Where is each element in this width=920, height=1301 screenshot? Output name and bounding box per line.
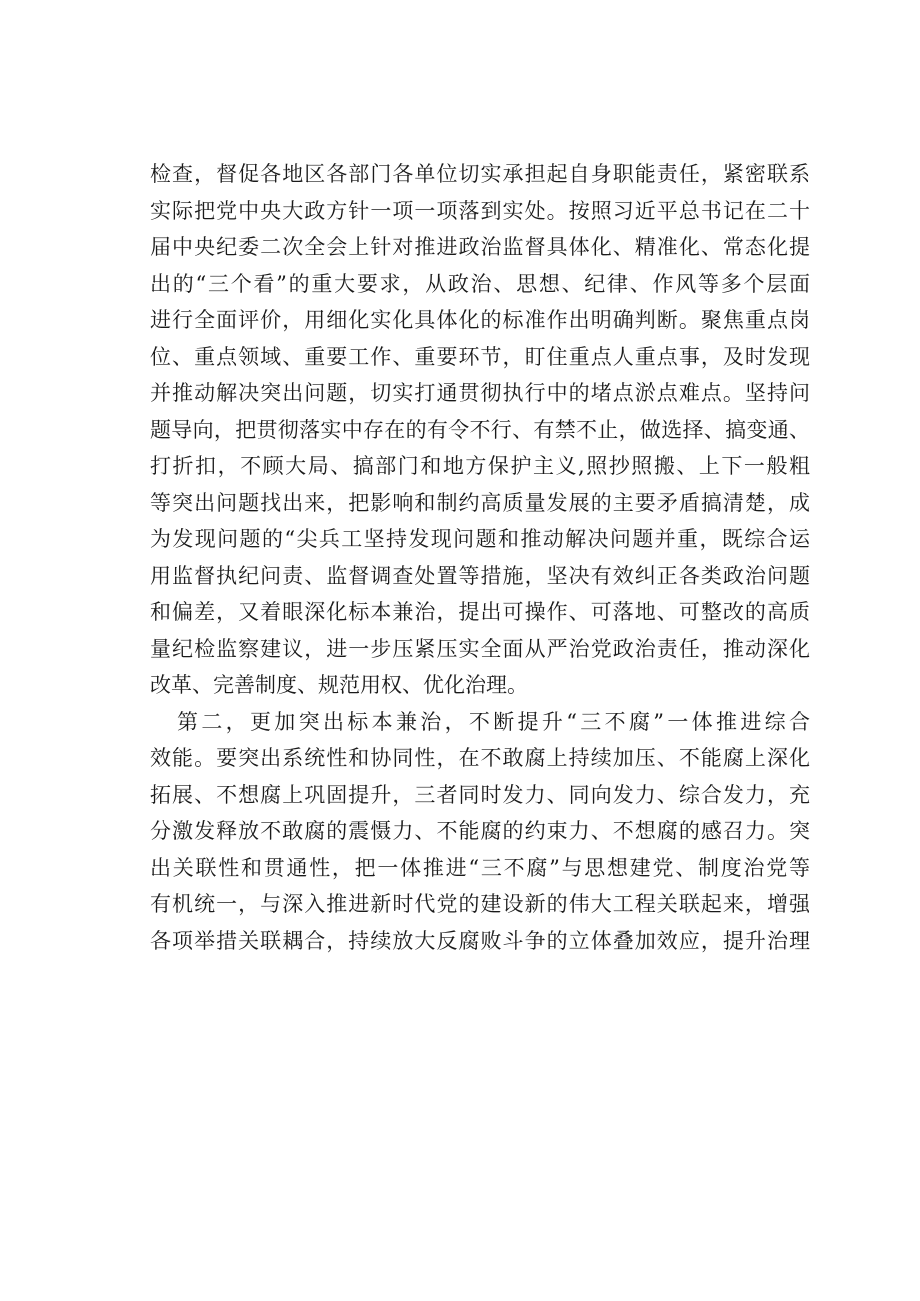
text-line: 改革、完善制度、规范用权、优化治理。 — [150, 673, 528, 697]
document-body — [150, 156, 810, 959]
text-line: 用监督执纪问责、监督调查处置等措施，坚决有效纠正各类政治问题 — [150, 563, 810, 588]
text-line: 拓展、不想腐上巩固提升，三者同时发力、同向发力、综合发力，充 — [150, 782, 810, 807]
text-line: 届中央纪委二次全会上针对推进政治监督具体化、精准化、常态化提 — [150, 235, 810, 259]
text-line: 出关联性和贯通性，把一体推进“三不腐”与思想建党、制度治党等 — [150, 855, 810, 880]
text-line: 为发现问题的“尖兵工坚持发现问题和推动解决问题并重，既综合运 — [150, 527, 810, 551]
text-line: 分激发释放不敢腐的震慑力、不能腐的约束力、不想腐的感召力。突 — [150, 819, 810, 843]
text-line: 等突出问题找出来，把影响和制约高质量发展的主要矛盾搞清楚，成 — [150, 490, 810, 515]
text-line: 第二，更加突出标本兼治，不断提升“三不腐”一体推进综合 — [177, 709, 810, 734]
text-line: 各项举措关联耦合，持续放大反腐败斗争的立体叠加效应，提升治理 — [150, 928, 810, 953]
text-line: 效能。要突出系统性和协同性，在不敢腐上持续加压、不能腐上深化 — [150, 746, 810, 770]
text-line: 量纪检监察建议，进一步压紧压实全面从严治党政治责任，推动深化 — [150, 636, 810, 661]
paragraph-2 — [150, 704, 810, 960]
text-line: 检查，督促各地区各部门各单位切实承担起自身职能责任，紧密联系 — [150, 162, 810, 186]
text-line: 和偏差，又着眼深化标本兼治，提出可操作、可落地、可整改的高质 — [150, 600, 810, 624]
text-line: 有机统一，与深入推进新时代党的建设新的伟大工程关联起来，增强 — [150, 892, 810, 916]
paragraph-1 — [150, 156, 810, 704]
text-line: 打折扣，不顾大局、搞部门和地方保护主义,照抄照搬、上下一般粗 — [150, 454, 810, 478]
text-line: 位、重点领域、重要工作、重要环节，盯住重点人重点事，及时发现 — [150, 344, 810, 369]
text-line: 实际把党中央大政方针一项一项落到实处。按照习近平总书记在二十 — [150, 198, 810, 223]
text-line: 进行全面评价，用细化实化具体化的标准作出明确判断。聚焦重点岗 — [150, 308, 810, 332]
text-line: 并推动解决突出问题，切实打通贯彻执行中的堵点淤点难点。坚持问 — [150, 381, 810, 405]
text-line: 题导向，把贯彻落实中存在的有令不行、有禁不止，做选择、搞变通、 — [150, 417, 810, 442]
text-line: 出的“三个看”的重大要求，从政治、思想、纪律、作风等多个层面 — [150, 271, 810, 296]
